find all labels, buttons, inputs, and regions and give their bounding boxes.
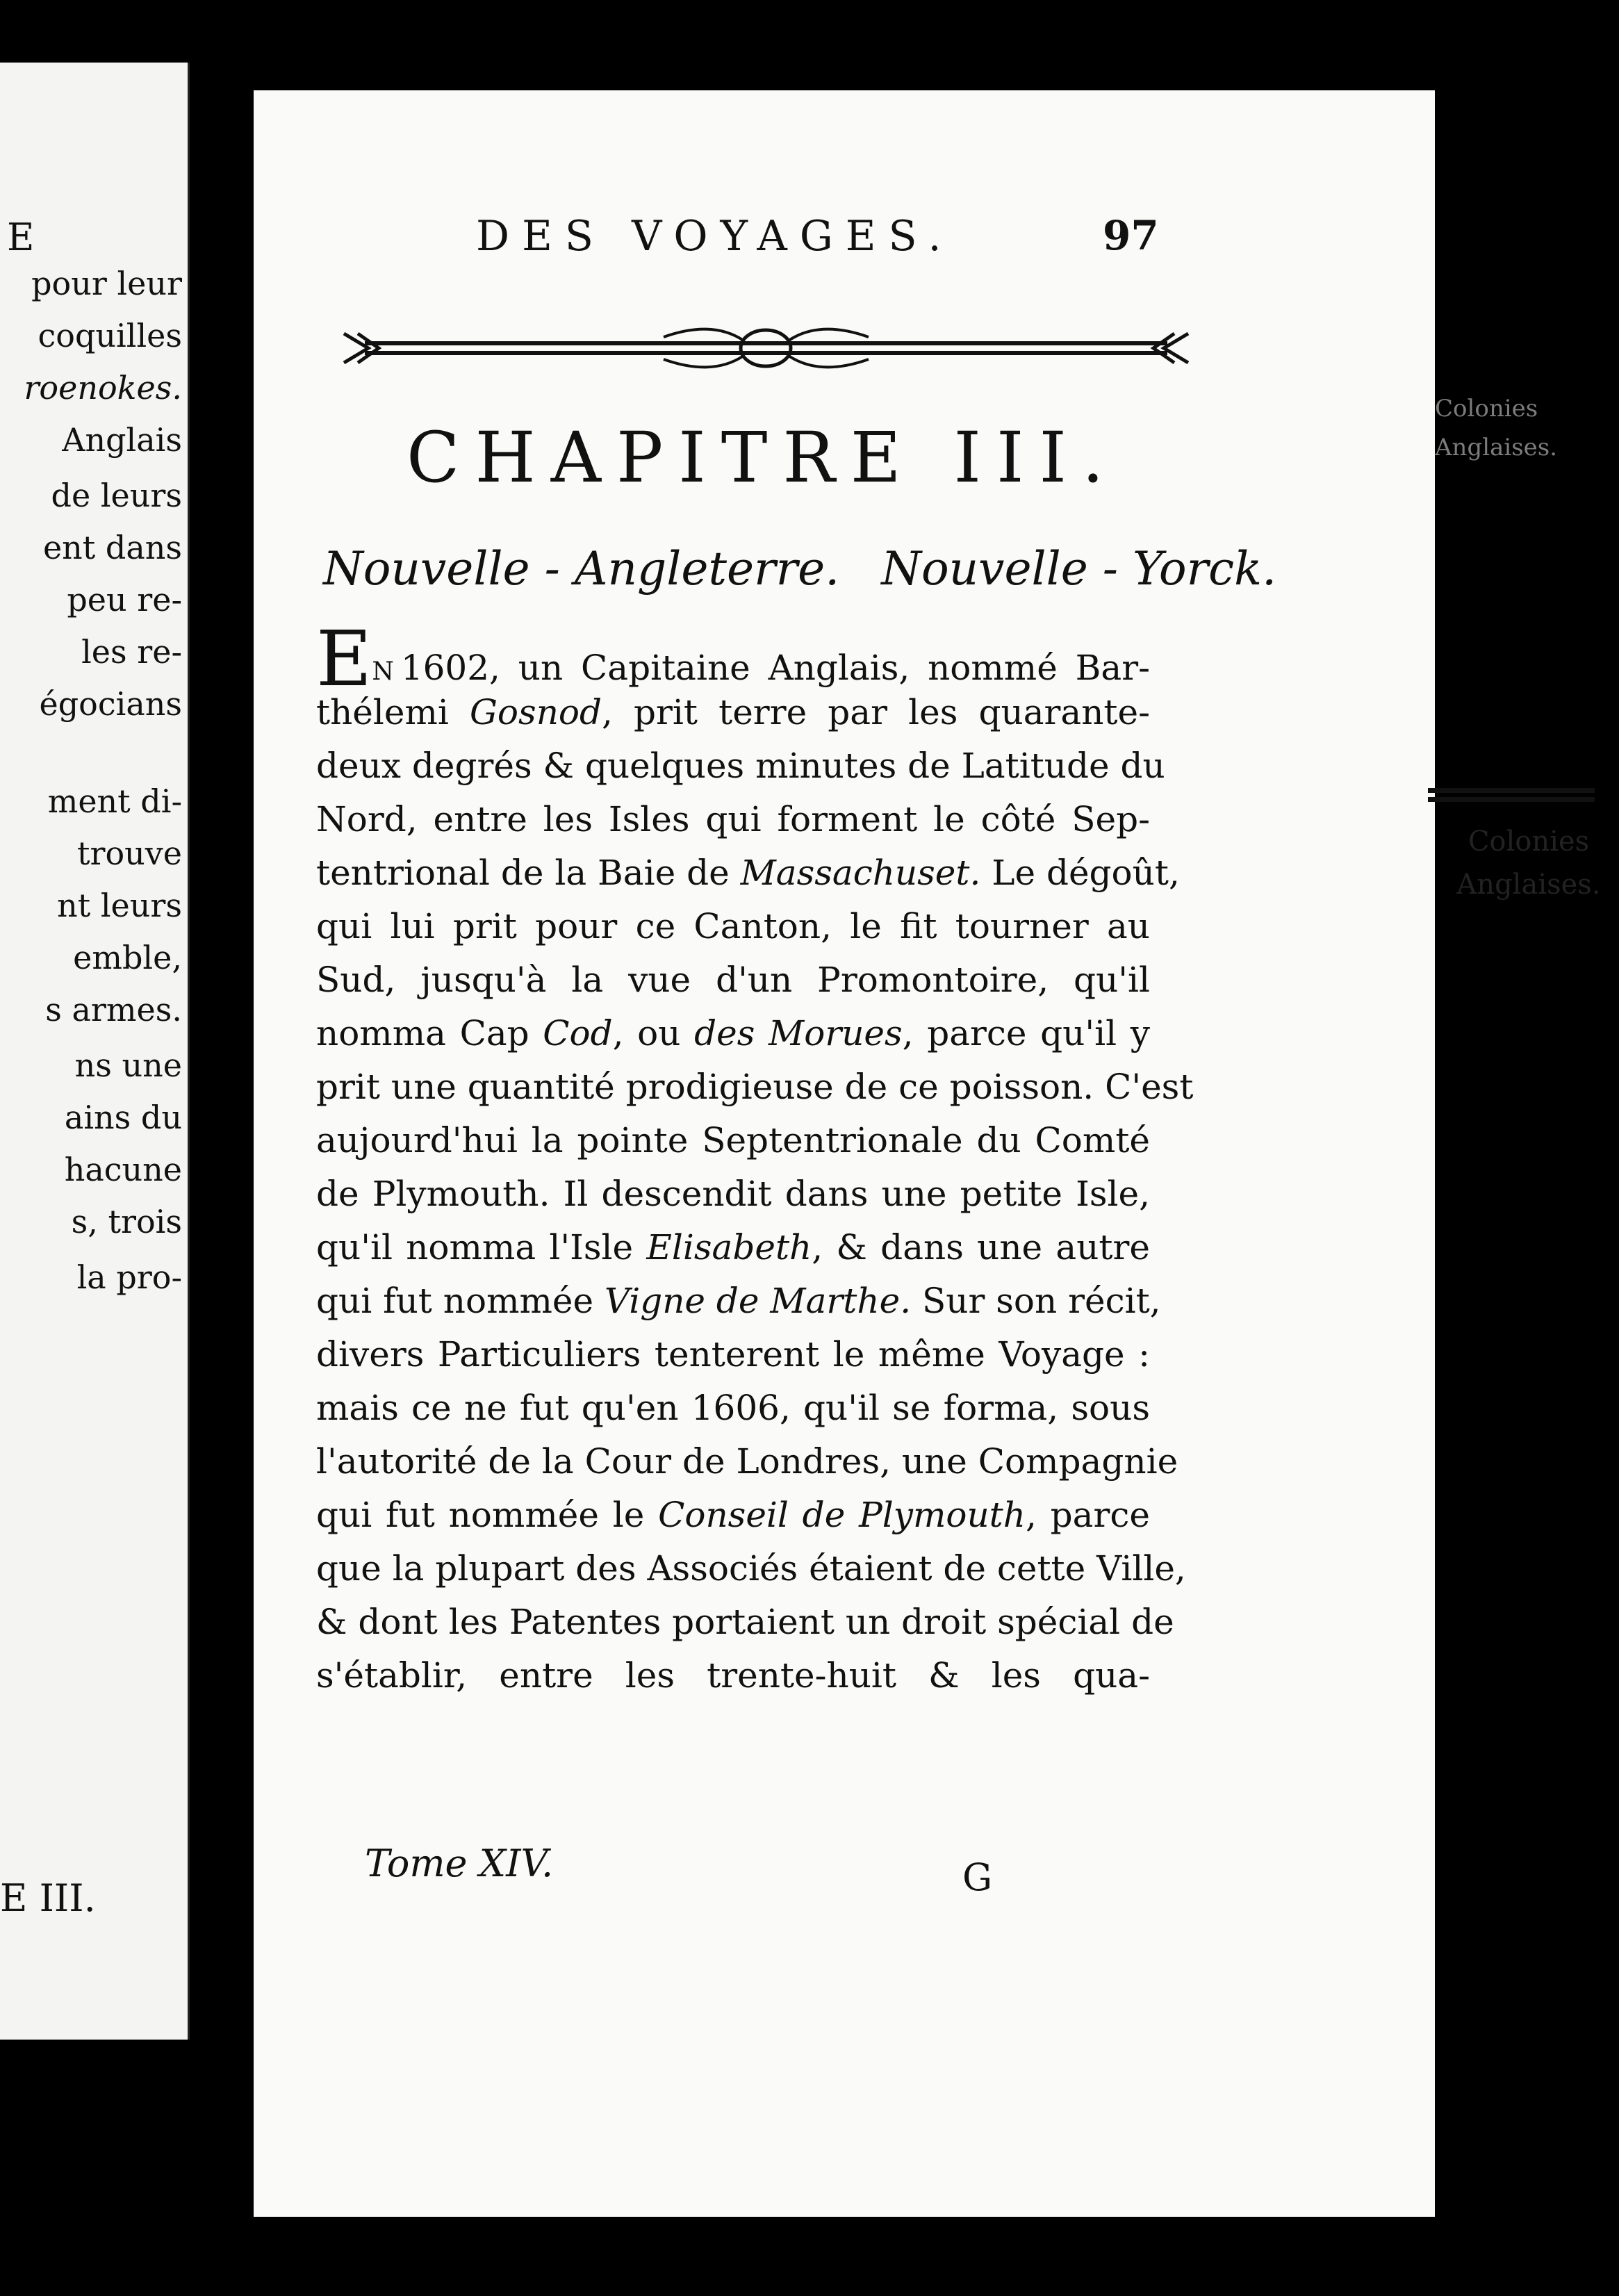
- text-line: [316, 846, 1180, 900]
- facing-page-line: trouve: [76, 835, 182, 872]
- facing-page-line: de leurs: [51, 477, 182, 514]
- facing-page-line: ns une: [74, 1047, 182, 1084]
- text-span: tentrional de la Baie de: [316, 853, 741, 893]
- text-line: [316, 1007, 1150, 1060]
- text-span: s'établir, entre les trente-huit & les qua-: [316, 1655, 1150, 1696]
- bleed-through-text: [1435, 389, 1602, 549]
- facing-page-line: s armes.: [45, 991, 182, 1028]
- text-span: qui fut nommée le: [316, 1495, 659, 1535]
- facing-page-line: coquilles: [38, 317, 182, 354]
- facing-page-line: nt leurs: [57, 887, 182, 924]
- text-span: qu'il nomma l'Isle: [316, 1227, 647, 1268]
- facing-page-line: hacune: [64, 1151, 182, 1188]
- facing-page-line: ains du: [64, 1099, 182, 1136]
- italic-text: Cod: [543, 1013, 613, 1053]
- margin-note-line: Anglaises.: [1456, 869, 1601, 901]
- subtitle-new-england: Nouvelle - Angleterre.: [323, 542, 840, 596]
- volume-footer: Tome XIV.: [365, 1842, 554, 1885]
- signature-mark: G: [962, 1855, 993, 1899]
- text-span: mais ce ne fut qu'en 1606, qu'il se forma, sous: [316, 1388, 1150, 1428]
- chapter-title: CHAPITRE III.: [406, 417, 1119, 498]
- text-span: , ou: [612, 1013, 695, 1053]
- text-line: [316, 1060, 1194, 1114]
- facing-page-line: peu re-: [67, 581, 182, 618]
- text-span: , & dans une autre: [812, 1227, 1150, 1268]
- facing-page-line: s, trois: [71, 1203, 182, 1240]
- facing-page-line: la pro-: [76, 1258, 182, 1296]
- facing-page-line: ent dans: [42, 529, 182, 566]
- text-line: [316, 1489, 1150, 1542]
- drop-cap: E: [316, 614, 372, 703]
- bleed-through-line: Colonies: [1435, 395, 1538, 423]
- subtitle-new-york: Nouvelle - Yorck.: [881, 542, 1277, 596]
- facing-page-line: roenokes.: [24, 369, 182, 407]
- facing-page-line: Anglais: [62, 421, 182, 459]
- italic-text: Massachuset.: [740, 853, 981, 893]
- margin-note-line: Colonies: [1468, 826, 1590, 858]
- text-line: [316, 953, 1150, 1007]
- facing-page-line: égocians: [39, 685, 182, 723]
- text-span: aujourd'hui la pointe Septentrionale du Comté: [316, 1120, 1150, 1161]
- text-line: [316, 686, 1150, 739]
- text-span: , parce qu'il y: [902, 1013, 1150, 1053]
- facing-page-line: pour leur: [31, 265, 182, 302]
- italic-text: Vigne de Marthe.: [605, 1281, 912, 1321]
- text-span: Sur son récit,: [911, 1281, 1161, 1321]
- text-line: [316, 1221, 1150, 1274]
- ornament-rule: [337, 313, 1195, 382]
- text-span: qui lui prit pour ce Canton, le fit tourner au: [316, 906, 1150, 946]
- book-page: [254, 90, 1601, 2217]
- text-span: l'autorité de la Cour de Londres, une Compagnie: [316, 1441, 1178, 1482]
- text-span: qui fut nommée: [316, 1281, 605, 1321]
- text-span: que la plupart des Associés étaient de cette Ville,: [316, 1548, 1186, 1589]
- text-line: [316, 739, 1165, 793]
- chapter-subtitle: [323, 542, 1276, 596]
- facing-page-line: les re-: [81, 633, 182, 671]
- drop-cap-rest: N: [372, 657, 394, 686]
- margin-note: [1438, 820, 1619, 906]
- text-line: [316, 1542, 1186, 1596]
- text-line: [316, 1435, 1178, 1489]
- italic-text: Gosnod: [469, 692, 602, 732]
- text-span: 1602, un Capitaine Anglais, nommé Bar-: [400, 648, 1150, 688]
- text-line: [316, 793, 1150, 846]
- text-line: [316, 1328, 1150, 1381]
- italic-text: Conseil de Plymouth: [658, 1495, 1026, 1535]
- text-span: de Plymouth. Il descendit dans une petite Isle,: [316, 1174, 1150, 1214]
- bleed-through-line: Anglaises.: [1435, 434, 1558, 461]
- italic-text: des Morues: [694, 1013, 903, 1053]
- facing-page-header: E: [7, 215, 38, 259]
- running-title: DES VOYAGES.: [476, 212, 954, 261]
- facing-page-line: ment di-: [47, 782, 182, 820]
- facing-page-footer: E III.: [0, 1876, 96, 1920]
- text-span: deux degrés & quelques minutes de Latitude du: [316, 746, 1165, 786]
- italic-text: Elisabeth: [646, 1227, 812, 1268]
- text-span: Nord, entre les Isles qui forment le côté Sep-: [316, 799, 1150, 839]
- text-span: Sud, jusqu'à la vue d'un Promontoire, qu'il: [316, 960, 1150, 1000]
- text-span: & dont les Patentes portaient un droit spécial de: [316, 1602, 1174, 1642]
- text-span: thélemi: [316, 692, 470, 732]
- text-span: nomma Cap: [316, 1013, 543, 1053]
- text-line: [316, 1381, 1150, 1435]
- text-span: , parce: [1025, 1495, 1150, 1535]
- text-span: prit une quantité prodigieuse de ce poisson. C'est: [316, 1067, 1194, 1107]
- margin-rule: [1428, 785, 1595, 806]
- text-line: [316, 1114, 1150, 1167]
- text-span: divers Particuliers tenterent le même Voyage :: [316, 1334, 1150, 1375]
- text-line: [316, 1649, 1150, 1703]
- text-line: [316, 614, 1150, 703]
- text-span: , prit terre par les quarante-: [602, 692, 1150, 732]
- facing-page: [0, 63, 190, 2040]
- page-number: 97: [1103, 212, 1159, 259]
- text-span: Le dégoût,: [980, 853, 1180, 893]
- facing-page-line: emble,: [73, 939, 182, 976]
- text-line: [316, 1596, 1174, 1649]
- body-text: [316, 614, 1194, 1703]
- text-line: [316, 900, 1150, 953]
- text-line: [316, 1167, 1150, 1221]
- text-line: [316, 1274, 1161, 1328]
